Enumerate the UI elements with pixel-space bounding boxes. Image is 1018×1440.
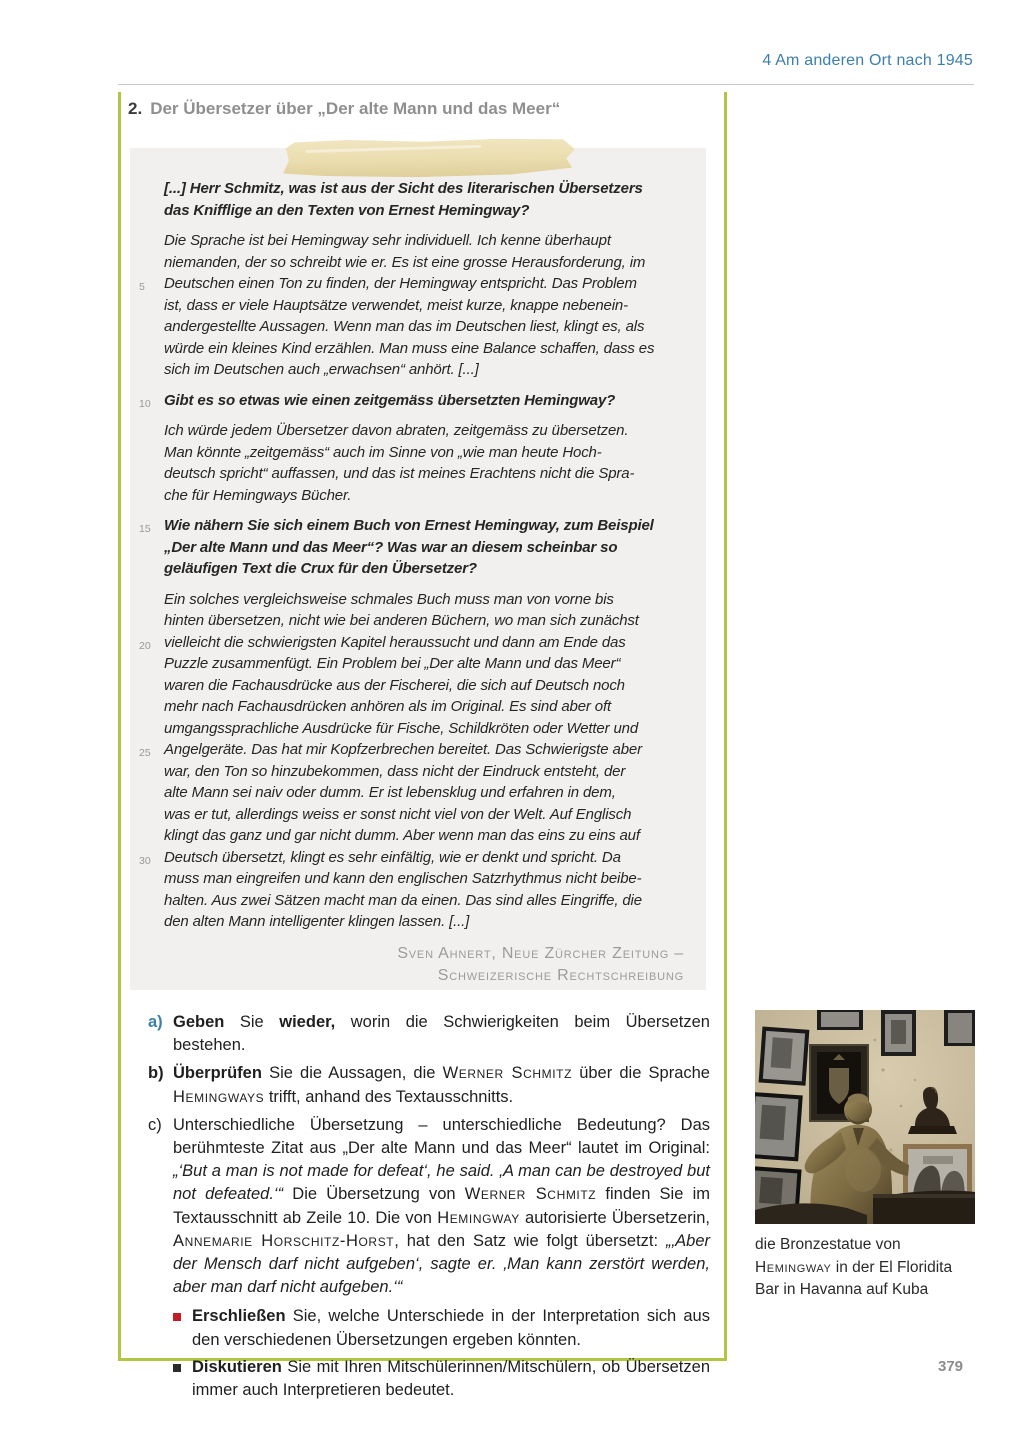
text-segment: Unterschiedliche Übersetzung – unterschiedliche Bedeutung? Das berühmteste Zitat aus „Der alte Mann und das Meer“ lautet im Original: — [173, 1115, 710, 1158]
bullet-item — [173, 1356, 710, 1402]
interview-line: halten. Aus zwei Sätzen macht man da einen. Das sind alles Eingriffe, die — [164, 891, 642, 909]
interview-line: Ich würde jedem Übersetzer davon abraten, zeitgemäss zu übersetzen. — [164, 422, 629, 439]
interview-line: das Knifflige an den Texten von Ernest Hemingway? — [164, 201, 530, 219]
interview-line: deutsch spricht“ auffassen, und das ist meines Erachtens nicht die Spra- — [164, 465, 635, 482]
interview-text — [139, 178, 688, 933]
text-segment: Sie die Aussagen, die — [261, 1064, 443, 1083]
interview-question — [139, 515, 688, 580]
text-segment: Sie — [224, 1013, 280, 1031]
interview-line: Die Sprache ist bei Hemingway sehr individuell. Ich kenne überhaupt — [164, 232, 611, 249]
text-segment: „‘But a man is not made for defeat‘, he said. ‚A man can be destroyed but not defeated.‘“ — [173, 1162, 710, 1204]
interview-line: andergestellte Aussagen. Wenn man das im Deutschen liest, klingt es, als — [164, 318, 645, 335]
interview-question — [164, 178, 688, 221]
interview-answer — [164, 420, 688, 506]
interview-line: waren die Fachausdrücke aus der Fischerei, die sich auf Deutsch noch — [164, 676, 625, 694]
text-segment: Hemingway — [437, 1208, 520, 1227]
text-segment: Überprüfen — [173, 1064, 262, 1083]
task-item — [148, 1062, 710, 1108]
interview-panel — [130, 148, 706, 990]
section-title — [128, 99, 560, 119]
interview-line: 5 Deutschen einen Ton zu finden, der Hemingway entspricht. Das Problem — [164, 273, 688, 295]
text-segment: , hat den Satz wie folgt übersetzt: — [394, 1231, 666, 1250]
attribution-line: Sven Ahnert, Neue Zürcher Zeitung – — [397, 944, 684, 962]
interview-line: den alten Mann intelligenter klingen lassen. [...] — [164, 913, 470, 930]
interview-line: Ein solches vergleichsweise schmales Buch muss man von vorne bis — [164, 590, 614, 608]
interview-line: 20 vielleicht die schwierigsten Kapitel heraussucht und dann am Ende das — [164, 632, 688, 654]
task-text — [173, 1114, 710, 1300]
interview-line: che für Hemingways Bücher. — [164, 486, 352, 504]
line-number: 5 — [139, 281, 145, 293]
interview-answer — [139, 589, 688, 933]
interview-line: sich im Deutschen auch „erwachsen“ anhört. [...] — [164, 361, 479, 378]
interview-line: geläufigen Text die Crux für den Übersetzer? — [164, 560, 477, 577]
interview-line: was er tut, allerdings weiss er sonst nicht viel von der Welt. Auf Englisch — [164, 805, 632, 823]
text-segment: worin die Schwierigkeiten beim Übersetzen bestehen. — [173, 1013, 710, 1055]
square-bullet-icon — [173, 1364, 181, 1372]
text-segment: finden Sie im Textausschnitt ab Zeile 10. Die von — [173, 1185, 710, 1227]
interview-line: Puzzle zusammenfügt. Ein Problem bei „Der alte Mann und das Meer“ — [164, 655, 621, 672]
task-text — [173, 1011, 710, 1057]
text-segment: Werner Schmitz — [464, 1185, 597, 1204]
task-list — [148, 1011, 710, 1406]
interview-line: [...] Herr Schmitz, was ist aus der Sicht des literarischen Übersetzers — [164, 180, 643, 197]
line-number: 15 — [139, 523, 151, 535]
bullet-item — [173, 1305, 710, 1351]
text-segment: wieder, — [279, 1013, 336, 1031]
text-segment: autorisierte Übersetzerin, — [519, 1208, 710, 1227]
line-number: 25 — [139, 747, 151, 759]
bullet-text — [192, 1305, 710, 1351]
task-items — [148, 1011, 710, 1299]
interview-line: umgangssprachliche Ausdrücke für Fische, Schildkröten oder Wetter und — [164, 719, 639, 737]
interview-line: Man könnte „zeitgemäss“ auch im Sinne von „wie man heute Hoch- — [164, 443, 602, 461]
interview-line: ist, dass er viele Hauptsätze verwendet, meist kurze, knappe nebenein- — [164, 296, 628, 314]
text-segment: Sie mit Ihren Mitschülerinnen/Mitschülern, ob Übersetzen immer auch Interpretieren bedeutet. — [192, 1357, 710, 1400]
bullet-text — [192, 1356, 710, 1402]
text-segment: die Bronzestatue von — [755, 1236, 901, 1253]
interview-line: klingt das ganz und gar nicht dumm. Aber wenn man das eins zu eins auf — [164, 827, 640, 844]
interview-line: würde ein kleines Kind erzählen. Man muss eine Balance schaffen, dass es — [164, 339, 655, 357]
text-segment: Werner Schmitz — [442, 1064, 573, 1083]
text-segment: über die Sprache — [572, 1064, 710, 1083]
interview-line: 30 Deutsch übersetzt, klingt es sehr einfältig, wie er denkt und spricht. Da — [164, 847, 688, 869]
task-item — [148, 1114, 710, 1300]
interview-question — [139, 390, 688, 412]
task-item — [148, 1011, 710, 1057]
line-number: 10 — [139, 397, 151, 410]
task-label: a) — [148, 1013, 163, 1031]
task-label: c) — [148, 1115, 162, 1134]
source-attribution — [164, 943, 688, 987]
task-label: b) — [148, 1064, 164, 1083]
interview-answer — [139, 230, 688, 381]
photo-illustration — [755, 1010, 975, 1224]
section-number: 2. — [128, 99, 143, 118]
interview-line: muss man eingreifen und kann den englischen Satzrhythmus nicht beibe- — [164, 870, 642, 887]
text-segment: „‚Aber der Mensch darf nicht aufgeben‘, sagte er. ‚Man kann zerstört werden, aber man darf nicht aufgeben.‘“ — [173, 1231, 710, 1297]
interview-line: alte Mann sei naiv oder dumm. Er ist lebensklug und erfahren in dem, — [164, 784, 616, 801]
text-segment: trifft, anhand des Textausschnitts. — [264, 1087, 514, 1106]
text-segment: Hemingway — [755, 1258, 832, 1276]
section-title-text: Der Übersetzer über „Der alte Mann und das Meer“ — [150, 99, 561, 118]
page-number: 379 — [938, 1358, 964, 1375]
interview-line: 10 Gibt es so etwas wie einen zeitgemäss übersetzten Hemingway? — [164, 390, 688, 412]
interview-line: niemanden, der so schreibt wie er. Es ist eine grosse Herausforderung, im — [164, 253, 646, 271]
photo-caption — [755, 1234, 973, 1302]
chapter-header: 4 Am anderen Ort nach 1945 — [762, 52, 973, 69]
interview-line: hinten übersetzen, nicht wie bei anderen Büchern, wo man sich zunächst — [164, 612, 639, 629]
text-segment: Geben — [173, 1013, 225, 1031]
text-segment: Diskutieren — [192, 1357, 282, 1376]
text-segment: Erschließen — [192, 1307, 286, 1326]
interview-line: mehr nach Fachausdrücken anhören als im Original. Es sind aber oft — [164, 698, 611, 715]
attribution-line: Schweizerische Rechtschreibung — [437, 966, 684, 984]
bullet-items — [148, 1305, 710, 1402]
text-segment: Die Übersetzung von — [283, 1185, 465, 1204]
interview-line: war, den Ton so hinzubekommen, dass nicht der Eindruck entsteht, der — [164, 762, 626, 780]
interview-line: „Der alte Mann und das Meer“? Was war an diesem scheinbar so — [164, 538, 618, 556]
text-segment: Hemingways — [173, 1087, 265, 1106]
interview-line: 15 Wie nähern Sie sich einem Buch von Ernest Hemingway, zum Beispiel — [164, 515, 688, 537]
square-bullet-icon — [173, 1313, 181, 1321]
hemingway-statue-photo — [755, 1010, 975, 1224]
text-segment: in der El Floridita Bar in Havanna auf Kuba — [755, 1258, 953, 1298]
line-number: 30 — [139, 854, 151, 867]
line-number: 20 — [139, 639, 151, 652]
text-segment: Sie, welche Unterschiede in der Interpretation sich aus den verschiedenen Übersetzungen ergeben könnten. — [192, 1307, 710, 1349]
text-segment: Annemarie Horschitz-Horst — [173, 1231, 395, 1250]
interview-line: 25 Angelgeräte. Das hat mir Kopfzerbrechen bereitet. Das Schwierigste aber — [164, 739, 688, 761]
header-rule — [118, 84, 974, 85]
task-text — [173, 1062, 710, 1108]
